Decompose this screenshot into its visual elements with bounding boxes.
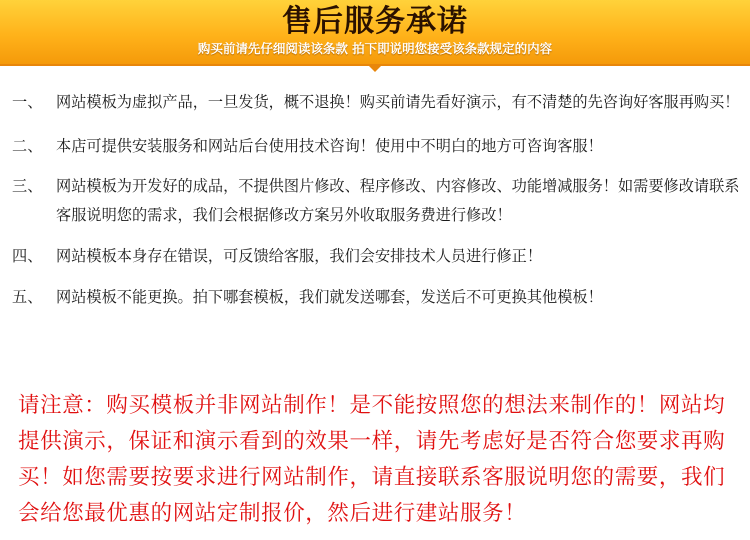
rule-item-4: [12, 242, 742, 271]
banner-subtitle: 购买前请先仔细阅读该条款 拍下即说明您接受该条款规定的内容: [197, 41, 553, 56]
rule-item-5: [12, 283, 742, 312]
rule-number: 四、: [12, 247, 43, 265]
rule-text: 网站模板本身存在错误，可反馈给客服，我们会安排技术人员进行修正！: [56, 247, 542, 265]
rule-text: 本店可提供安装服务和网站后台使用技术咨询！使用中不明白的地方可咨询客服！: [56, 137, 603, 155]
rules-list: [12, 88, 742, 329]
rule-item-2: [12, 132, 742, 161]
notice-paragraph: 请注意：购买模板并非网站制作！是不能按照您的想法来制作的！网站均提供演示，保证和演示看到的效果一样，请先考虑好是否符合您要求再购买！如您需要按要求进行网站制作，请直接联系客服说明您的需要，我们会给您最优惠的网站定制报价，然后进行建站服务！: [18, 393, 726, 526]
rule-text: 网站模板为开发好的成品，不提供图片修改、程序修改、内容修改、功能增减服务！如需要修改请联系客服说明您的需求，我们会根据修改方案另外收取服务费进行修改！: [56, 177, 740, 224]
rule-text: 网站模板为虚拟产品，一旦发货，概不退换！购买前请先看好演示，有不清楚的先咨询好客服再购买！: [56, 93, 740, 111]
rule-item-3: [12, 172, 742, 230]
rule-number: 五、: [12, 288, 43, 306]
header-banner: [0, 0, 750, 66]
rule-number: 二、: [12, 137, 43, 155]
rule-item-1: [12, 88, 742, 117]
rule-text: 网站模板不能更换。拍下哪套模板，我们就发送哪套，发送后不可更换其他模板！: [56, 288, 603, 306]
rule-number: 三、: [12, 177, 43, 195]
banner-title: 售后服务承诺: [282, 4, 468, 39]
banner-arrow-icon: [369, 66, 381, 72]
rule-number: 一、: [12, 93, 43, 111]
